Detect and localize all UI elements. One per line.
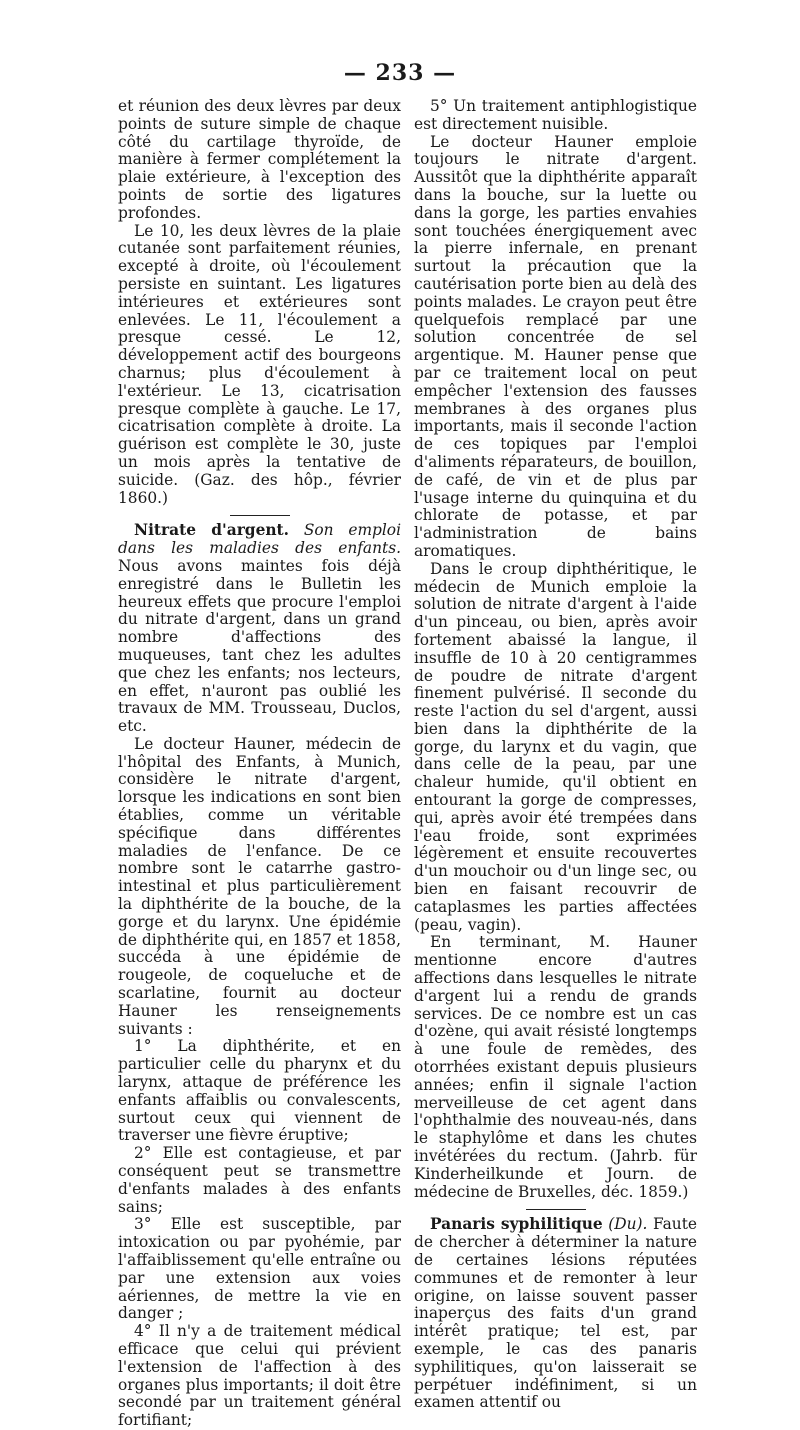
list-item: 2° Elle est contagieuse, et par conséquent peut se transmettre d'enfants malades à des enfants sains; [118,1144,401,1216]
article-heading: Nitrate d'argent. [134,521,290,540]
article-lead: Faute de chercher à déterminer la nature de certaines lésions réputées communes et de remonter à leur origine, on laisse souvent passer inaperçus des faits d'un grand intérêt pratique; tel est, par exemple, le cas des panaris syphilitiques, qu'on laisserait se perpétuer indéfiniment, si un examen attentif ou [414,1215,697,1412]
page-number: — 233 — [343,60,457,86]
paragraph: Le 10, les deux lèvres de la plaie cutanée sont parfaitement réunies, excepté à droite, où l'écoulement persiste en suintant. Les ligatures intérieures et extérieures sont enlevées. Le 11, l'écoulement a presque cessé. Le 12, développement actif des bourgeons charnus; plus d'écoulement à l'extérieur. Le 13, cicatrisation presque complète à gauche. Le 17, cicatrisation complète à droite. La guérison est complète le 30, juste un mois après la tentative de suicide. (Gaz. des hôp., février 1860.) [118,221,401,507]
paragraph: En terminant, M. Hauner mentionne encore d'autres affections dans lesquelles le nitrate d'argent lui a rendu de grands services. De ce nombre est un cas d'ozène, qui avait résisté longtemps à une foule de remèdes, des otorrhées existant depuis plusieurs années; enfin il signale l'action merveilleuse de cet agent dans l'ophthalmie des nouveau-nés, dans le staphylôme et dans les chutes invétérées du rectum. (Jahrb. für Kinderheilkunde et Journ. de médecine de Bruxelles, déc. 1859.) [414,933,697,1201]
list-item: 1° La diphthérite, et en particulier celle du pharynx et du larynx, attaque de préférence les enfants affaiblis ou convalescents, surtout ceux qui viennent de traverser une fièvre éruptive; [118,1037,401,1145]
article-intro [414,1216,697,1412]
list-item: 3° Elle est susceptible, par intoxication ou par pyohémie, par l'affaiblissement qu'elle entraîne ou par une extension aux voies aériennes, de mettre la vie en danger ; [118,1215,401,1323]
paragraph: Dans le croup diphthéritique, le médecin de Munich emploie la solution de nitrate d'argent à l'aide d'un pinceau, ou bien, après avoir fortement abaissé la langue, il insuffle de 10 à 20 centigrammes de poudre de nitrate d'argent finement pulvérisé. Il seconde du reste l'action du sel d'argent, aussi bien dans la diphthérite de la gorge, du larynx et du vagin, que dans celle de la peau, par une chaleur humide, qu'il obtient en entourant la gorge de compresses, qui, après avoir été trempées dans l'eau froide, sont exprimées légèrement et ensuite recouvertes d'un mouchoir ou d'un linge sec, ou bien en faisant recouvrir de cataplasmes les parties affectées (peau, vagin). [414,559,697,934]
paragraph: Le docteur Hauner, médecin de l'hôpital des Enfants, à Munich, considère le nitrate d'argent, lorsque les indications en sont bien établies, comme un véritable spécifique dans différentes maladies de l'enfance. De ce nombre sont le catarrhe gastro-intestinal et plus particulièrement la diphthérite de la bouche, de la gorge et du larynx. Une épidémie de diphthérite qui, en 1857 et 1858, succéda à une épidémie de rougeole, de coqueluche et de scarlatine, fournit au docteur Hauner les renseignements suivants : [118,734,401,1038]
paragraph: Le docteur Hauner emploie toujours le nitrate d'argent. Aussitôt que la diphthérite apparaît dans la bouche, sur la luette ou dans la gorge, les parties envahies sont touchées énergiquement avec la pierre infernale, en prenant surtout la précaution que la cautérisation porte bien au delà des points malades. Le crayon peut être quelquefois remplacé par une solution concentrée de sel argentique. M. Hauner pense que par ce traitement local on peut empêcher l'extension des fausses membranes à des organes plus importants, mais il seconde l'action de ces topiques par l'emploi d'aliments réparateurs, de bouillon, de café, de vin et de plus par l'usage interne du quinquina et du chlorate de potasse, et par l'administration de bains aromatiques. [414,132,697,560]
section-divider [230,515,290,516]
list-item: 5° Un traitement antiphlogistique est directement nuisible. [414,97,697,133]
article-intro [118,522,401,736]
section-divider [526,1209,586,1210]
left-column [118,98,401,1430]
article-lead: Nous avons maintes fois déjà enregistré dans le Bulletin les heureux effets que procure l'emploi du nitrate d'argent, dans un grand nombre d'affections des muqueuses, tant chez les adultes que chez les enfants; nos lecteurs, en effet, n'auront pas oublié les travaux de MM. Trousseau, Duclos, etc. [118,556,401,736]
list-item: 4° Il n'y a de traitement médical efficace que celui qui prévient l'extension de l'affection à des organes plus importants; il doit être secondé par un traitement général fortifiant; [118,1322,401,1430]
right-column [414,98,697,1412]
article-subheading: (Du). [608,1215,648,1234]
article-subheading: Son emploi dans les maladies des enfants. [118,521,401,558]
article-heading: Panaris syphilitique [430,1215,603,1234]
paragraph: et réunion des deux lèvres par deux points de suture simple de chaque côté du cartilage thyroïde, de manière à fermer complétement la plaie extérieure, à l'exception des points de sortie des ligatures profondes. [118,97,401,222]
